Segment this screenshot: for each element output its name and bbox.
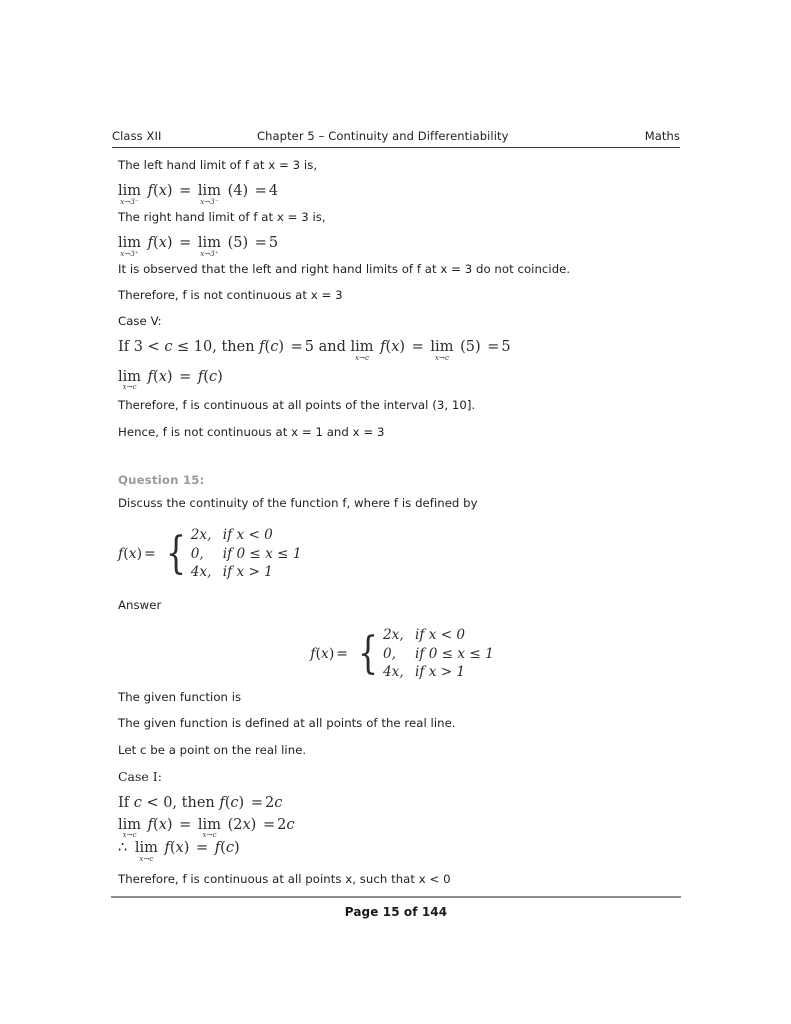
piecewise-function-definition-repeat — [310, 626, 494, 682]
limit-subscript: x→c — [122, 382, 137, 392]
piecewise-value: 2x, — [383, 626, 404, 643]
piecewise-value: 0, — [190, 545, 204, 562]
limit-operator-2: lim x→3⁺ — [197, 235, 221, 258]
page-header — [112, 129, 680, 143]
piecewise-value: 0, — [383, 645, 396, 662]
equation-right-hand-limit: lim x→3⁺ f(x) = lim x→3⁺ (5) = 5 — [118, 235, 279, 258]
limit-operator: lim x→3⁺ — [118, 235, 142, 258]
text-left-hand-limit: The left hand limit of f at x = 3 is, — [118, 158, 318, 172]
limit-subscript: x→c — [139, 853, 154, 863]
piecewise-condition: if 0 ≤ x ≤ 1 — [222, 545, 302, 562]
text-question-15: Discuss the continuity of the function f, where f is defined by — [118, 496, 478, 511]
piecewise-value: 4x, — [190, 564, 212, 581]
label-question-15: Question 15: — [118, 473, 205, 488]
limit-operator: lim x→3⁻ — [118, 183, 142, 206]
limit-operator-2: lim x→c — [197, 816, 221, 840]
limit-subscript: x→c — [122, 830, 137, 840]
text-right-hand-limit: The right hand limit of f at x = 3 is, — [118, 209, 326, 224]
text-defined-all-points: The given function is defined at all points of the real line. — [118, 716, 456, 731]
text-let-c: Let c be a point on the real line. — [118, 742, 307, 757]
text-hence-not-continuous: Hence, f is not continuous at x = 1 and x = 3 — [118, 424, 385, 439]
limit-operator: lim x→c — [118, 816, 142, 840]
piecewise-lhs: f(x) = — [310, 646, 349, 663]
piecewise-function-repeat-wrapper — [118, 626, 686, 682]
header-class: Class XII — [112, 129, 162, 143]
text-observed-limits: It is observed that the left and right hand limits of f at x = 3 do not coincide. — [118, 261, 571, 276]
footer-divider — [111, 896, 681, 898]
limit-operator: lim x→c — [134, 840, 158, 863]
equation-left-hand-limit: lim x→3⁻ f(x) = lim x→3⁻ (4) = 4 — [118, 183, 279, 206]
footer-page-number: Page 15 of 144 — [344, 905, 448, 919]
piecewise-cases — [383, 626, 494, 682]
limit-subscript-2: x→c — [202, 830, 217, 840]
text-not-continuous-at-3: Therefore, f is not continuous at x = 3 — [118, 287, 343, 302]
equation-case-i: If c < 0, then f(c) = 2c — [118, 795, 283, 812]
section-spacer — [118, 451, 686, 473]
limit-operator: lim x→c — [350, 339, 374, 362]
limit-operator: lim x→c — [118, 368, 142, 392]
therefore-icon: ∴ — [118, 840, 128, 857]
header-subject: Maths — [644, 129, 680, 143]
piecewise-value: 2x, — [190, 526, 212, 543]
piecewise-condition: if x < 0 — [415, 626, 466, 643]
piecewise-condition: if x > 1 — [415, 664, 466, 681]
piecewise-value: 4x, — [383, 664, 404, 681]
piecewise-function-definition — [118, 526, 302, 582]
label-case-v: Case V: — [118, 314, 162, 329]
limit-subscript-2: x→3⁻ — [200, 196, 219, 206]
piecewise-condition: if x < 0 — [222, 526, 273, 543]
limit-value: 5 — [268, 235, 279, 252]
text-given-function-is: The given function is — [118, 690, 242, 705]
limit-subscript: x→c — [354, 352, 370, 362]
equation-case-v: If 3 < c ≤ 10, then f(c) = 5 and lim x→c f(x) = lim x→c (5) = 5 — [118, 339, 511, 362]
piecewise-lhs: f(x) = — [118, 546, 156, 562]
piecewise-row — [383, 626, 494, 645]
piecewise-row — [383, 645, 494, 664]
left-brace-icon: { — [357, 627, 379, 679]
text-continuous-x-lt-0: Therefore, f is continuous at all points x, such that x < 0 — [118, 871, 451, 886]
limit-subscript-2: x→c — [434, 352, 449, 362]
piecewise-row — [191, 563, 302, 582]
piecewise-condition: if x > 1 — [222, 564, 273, 581]
piecewise-condition: if 0 ≤ x ≤ 1 — [415, 645, 494, 662]
text-continuous-interval: Therefore, f is continuous at all points of the interval (3, 10]. — [118, 398, 476, 413]
label-case-i: Case I: — [118, 769, 162, 785]
limit-subscript: x→3⁻ — [120, 196, 139, 206]
piecewise-row — [191, 545, 302, 564]
piecewise-cases — [191, 526, 302, 582]
limit-operator-2: lim x→3⁻ — [197, 183, 221, 206]
equation-lim-equals-fc: lim x→c f(x) = f(c) — [118, 368, 223, 392]
limit-subscript: x→3⁺ — [120, 248, 139, 258]
label-answer: Answer — [118, 598, 162, 613]
piecewise-row — [191, 526, 302, 545]
left-brace-icon: { — [165, 527, 186, 579]
limit-value: 4 — [268, 183, 279, 200]
page-content — [118, 158, 686, 898]
equation-lim-2x: lim x→c f(x) = lim x→c (2x) = 2c — [118, 816, 295, 840]
header-chapter: Chapter 5 – Continuity and Differentiability — [257, 129, 509, 143]
limit-subscript-2: x→3⁺ — [200, 248, 219, 258]
piecewise-row — [383, 663, 494, 682]
header-divider — [112, 147, 680, 148]
equation-therefore-lim-equals-fc: ∴ lim x→c f(x) = f(c) — [118, 840, 240, 863]
limit-operator-2: lim x→c — [430, 339, 454, 362]
